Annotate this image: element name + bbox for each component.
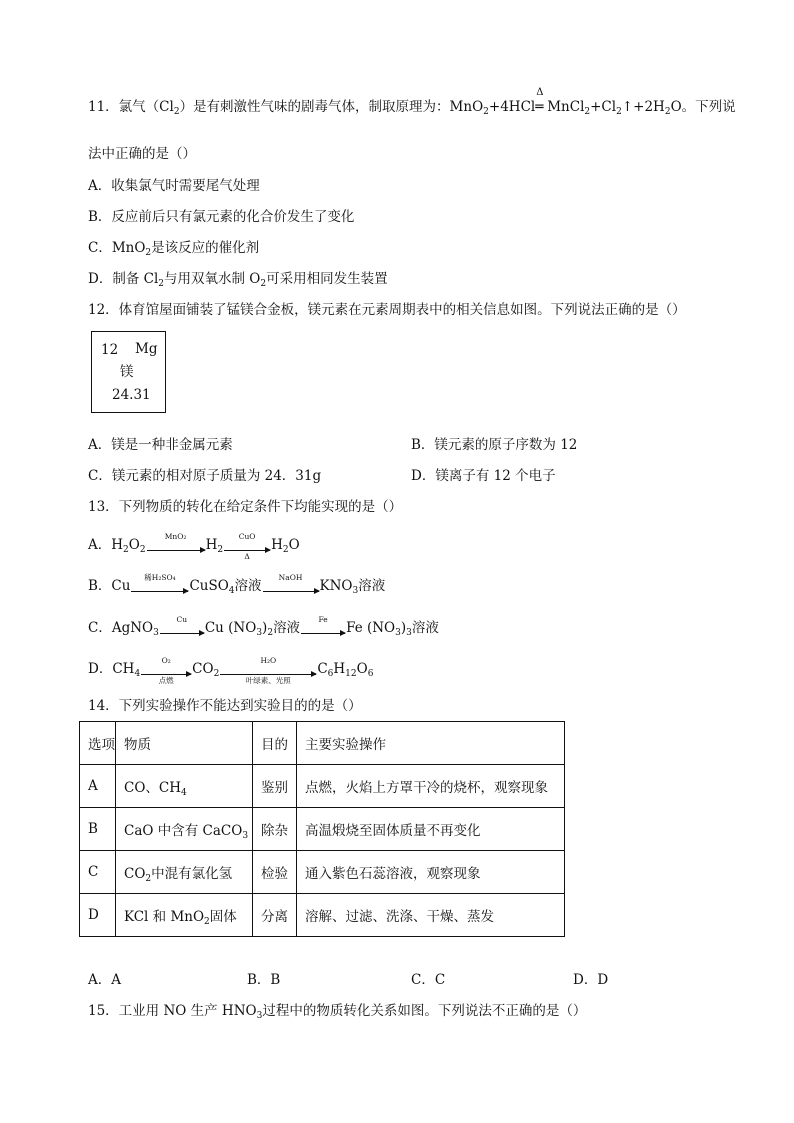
experiment-table (79, 721, 565, 937)
table-row (80, 765, 565, 808)
table-header-row (80, 722, 565, 765)
q11-stem: 11．氯气$(Cl_2)$是有刺激性气味的剧毒气体，制取原理为：MnO$_2$+4HCl Δ ═ $MnCl_2+Cl_2↑+2H_2O$。下列说 (88, 87, 736, 117)
heat-equals-sign: Δ ═ (535, 87, 544, 115)
q11-stem-cont: 法中正确的是（） (88, 146, 196, 162)
header-substance: 物质 (116, 722, 253, 765)
table-row (80, 851, 565, 894)
reaction-arrow: NaOH (263, 582, 319, 592)
cell-substance: CO、$CH_4$ (116, 765, 253, 808)
q15-stem: 15．工业用 NO 生产 $HNO_3$过程中的物质转化关系如图。下列说法不正确的是（） (88, 1003, 587, 1021)
atomic-number: 12 (101, 342, 119, 358)
reaction-arrow: MnO₂ (147, 541, 205, 551)
q11-option-d[interactable]: D．制备 $Cl_2$与用双氧水制 $O_2$可采用相同发生装置 (88, 271, 388, 289)
cell-operation: 溶解、过滤、洗涤、干燥、蒸发 (297, 894, 565, 937)
reaction-arrow: Fe (301, 624, 345, 634)
q12-stem: 12．体育馆屋面铺装了锰镁合金板，镁元素在元素周期表中的相关信息如图。下列说法正确的是（） (88, 302, 686, 318)
cell-operation: 高温煅烧至固体质量不再变化 (297, 808, 565, 851)
cell-purpose: 除杂 (253, 808, 297, 851)
cell-substance: KCl 和 MnO$_2$固体 (116, 894, 253, 937)
q13-option-b[interactable]: B．Cu 稀H₂SO₄ CuSO$_4$溶液 NaOH $KNO_3$溶液 (88, 572, 386, 596)
element-symbol: Mg (135, 341, 158, 357)
q13-stem: 13．下列物质的转化在给定条件下均能实现的是（） (88, 499, 403, 515)
q12-option-c[interactable]: C．镁元素的相对原子质量为 24．31g (88, 468, 322, 484)
cell-operation: 点燃，火焰上方罩干冷的烧杯，观察现象 (297, 765, 565, 808)
reaction-arrow: Cu (160, 624, 204, 634)
q12-option-b[interactable]: B．镁元素的原子序数为 12 (411, 437, 578, 453)
atomic-mass: 24.31 (112, 387, 151, 403)
q11-option-c[interactable]: C．MnO$_2$是该反应的催化剂 (88, 240, 260, 258)
q13-option-a[interactable]: A．$H_2O_2$ MnO₂ $H_2$ CuO Δ $H_2O$ (88, 531, 300, 561)
q14-option-a[interactable]: A．A (88, 972, 121, 988)
q14-option-c[interactable]: C．C (411, 972, 446, 988)
q14-option-b[interactable]: B．B (247, 972, 281, 988)
cell-option: D (80, 894, 116, 937)
reaction-arrow: CuO Δ (224, 541, 270, 551)
header-option: 选项 (80, 722, 116, 765)
cell-substance: $CO_2$中混有氯化氢 (116, 851, 253, 894)
q13-option-c[interactable]: C．AgNO$_3$ Cu Cu $(NO_3)_2$溶液 Fe Fe $(NO_3)_3$溶液 (88, 614, 439, 638)
q13-option-d[interactable]: D．$CH_4$ O₂ 点燃 $CO_2$ H₂O 叶绿素、光照 $C_6H_{12}O_6$ (88, 655, 374, 685)
q12-option-d[interactable]: D．镁离子有 12 个电子 (411, 468, 556, 484)
cell-substance: CaO 中含有 CaCO$_3$ (116, 808, 253, 851)
cell-option: B (80, 808, 116, 851)
cell-purpose: 分离 (253, 894, 297, 937)
header-purpose: 目的 (253, 722, 297, 765)
cell-purpose: 鉴别 (253, 765, 297, 808)
q14-stem: 14．下列实验操作不能达到实验目的的是（） (88, 698, 362, 714)
reaction-arrow: H₂O 叶绿素、光照 (220, 665, 316, 675)
cell-purpose: 检验 (253, 851, 297, 894)
element-name: 镁 (120, 364, 134, 380)
reaction-arrow: 稀H₂SO₄ (131, 582, 188, 592)
cell-option: C (80, 851, 116, 894)
q11-option-a[interactable]: A．收集氯气时需要尾气处理 (88, 178, 260, 194)
header-operation: 主要实验操作 (297, 722, 565, 765)
cell-option: A (80, 765, 116, 808)
table-row (80, 808, 565, 851)
q14-option-d[interactable]: D．D (573, 972, 609, 988)
cell-operation: 通入紫色石蕊溶液，观察现象 (297, 851, 565, 894)
periodic-element-card (91, 331, 166, 413)
table-row (80, 894, 565, 937)
q12-option-a[interactable]: A．镁是一种非金属元素 (88, 437, 233, 453)
q11-option-b[interactable]: B．反应前后只有氯元素的化合价发生了变化 (88, 209, 355, 225)
reaction-arrow: O₂ 点燃 (141, 665, 191, 675)
